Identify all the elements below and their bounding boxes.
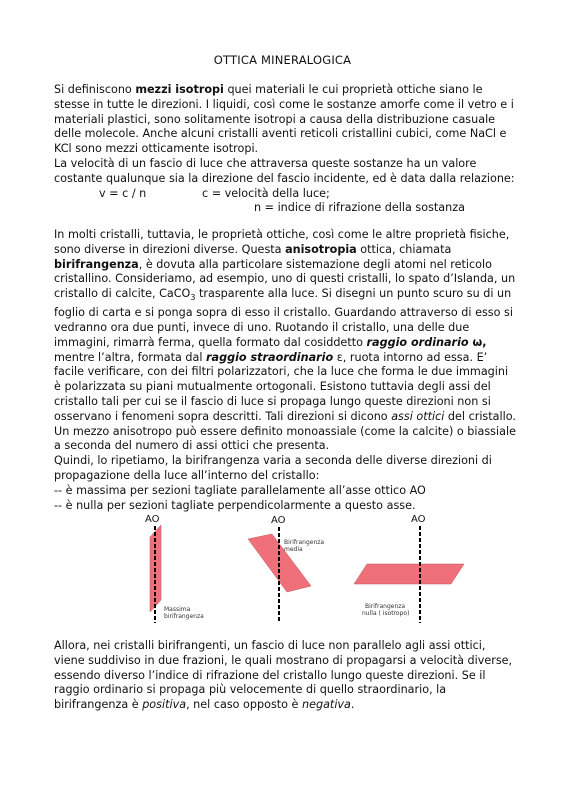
figure-medium-birefringence [248,515,324,623]
list-item-max: -- è massima per sezioni tagliate parallelamente all’asse ottico AO [54,483,426,497]
formula-def-c: c = velocità della luce; [202,186,330,200]
figure-null-birefringence [354,514,464,623]
text-run: . [350,698,355,712]
term-raggio-ordinario: raggio ordinario [366,335,469,349]
figure-label-line1: Massima [164,606,191,613]
page-title: OTTICA MINERALOGICA [213,53,352,67]
term-negativa: negativa [302,698,351,712]
text-run: del cristallo. Un mezzo anisotropo può essere definito monoassiale (come la calcite) o biassiale a seconda del numero di assi ottici che presenta. [54,409,516,453]
text-run: mentre l’altra, formata dal [54,350,206,364]
text-run: , nel caso opposto è [186,698,302,712]
text-run: ottica, chiamata [356,242,452,256]
velocity-sentence: La velocità di un fascio di luce che attraversa queste sostanze ha un valore costante qualunque sia la direzione del fascio incidente, ed è data dalla relazione: [54,156,515,185]
birefringence-figures [0,505,565,635]
anisotropy-text [54,228,516,454]
figure-max-birefringence [145,514,204,623]
text-run: Si definiscono [54,83,136,96]
text-run: In molti cristalli, tuttavia, le proprietà ottiche, così come le altre proprietà fisiche, sono diverse in direzioni diverse. Questa [54,228,510,256]
figure-label-line2: media [284,546,303,553]
figure-label-line1: Birifrangenza [365,603,406,610]
text-run: ruota intorno ad essa. E’ facile verificare, con dei filtri polarizzatori, che la luce che forma le due immagini è polarizzata su piani mutualmente ortogonali. Esistono tuttavia degli assi del cristallo tali per cui se il fascio di luce si propaga lungo queste direzioni non si osservano i fenomeni sopra descritti. Tali direzioni si dicono [54,350,509,423]
text-run: , è dovuta alla particolare sistemazione degli atomi nel reticolo cristallino. Consideriamo, ad esempio, uno di questi cristalli, lo spato d’Islanda, un cristallo di calcite, CaCO [54,257,516,301]
paragraph-conclusion [54,639,516,713]
text-run: Allora, nei cristalli birifrangenti, un fascio di luce non parallelo agli assi ottici, viene suddiviso in due frazioni, le quali mostrano di propagarsi a velocità diverse, essendo diverso l’indice di rifrazione del cristallo lungo queste direzioni. Se il raggio ordinario si propaga più velocemente di quello straordinario, la birifrangenza è [54,639,513,712]
term-positiva: positiva [142,698,187,712]
term-assi-ottici: assi ottici [391,409,445,423]
symbol-omega: ω, [468,335,487,349]
list-item-null: -- è nulla per sezioni tagliate perpendicolarmente a questo asse. [54,498,416,512]
text-run: quei materiali le cui proprietà ottiche siano le stesse in tutte le direzioni. I liquidi, così come le sostanze amorfe come il vetro e i materiali plastici, sono solitamente isotropi a causa della distribuzione casuale delle molecole. Anche alcuni cristalli aventi reticoli cristallini cubici, come NaCl e KCl sono mezzi otticamente isotropi. [54,83,514,156]
term-mezzi-isotropi: mezzi isotropi [135,83,224,96]
term-anisotropia: anisotropia [285,242,357,256]
axis-label: AO [271,515,286,526]
formula-row-2 [54,201,516,216]
paragraph-isotropic [54,83,516,216]
figure-label-line1: Birifrangenza [284,539,325,546]
term-raggio-straordinario: raggio straordinario [206,350,334,364]
isotropic-definition [54,83,516,157]
axis-label: AO [145,514,160,525]
formula-def-n: n = indice di rifrazione della sostanza [254,201,465,215]
axis-label: AO [411,514,426,525]
figure-label-line2: birifrangenza [164,613,204,620]
formula-row [54,187,516,202]
subscript: 3 [190,293,196,303]
formula: v = c / n [99,186,147,200]
birefringence-summary: Quindi, lo ripetiamo, la birifrangenza varia a seconda delle diverse direzioni di propagazione della luce all’interno del cristallo: [54,454,492,482]
crystal-section [354,564,464,584]
paragraph-anisotropic [54,228,516,513]
text-run: trasparente alla luce. Si disegni un punto scuro su di un foglio di carta e si ponga sopra di esso il cristallo. Guardando attraverso di esso si vedranno ora due punti, invece di uno. Ruotando il cristallo, una delle due immagini, rimarrà ferma, quella formato dal cosiddetto [54,287,513,349]
figure-label-line2: nulla ( isotropo) [362,610,410,617]
symbol-epsilon: ε, [333,350,347,364]
term-birifrangenza: birifrangenza [54,257,139,271]
